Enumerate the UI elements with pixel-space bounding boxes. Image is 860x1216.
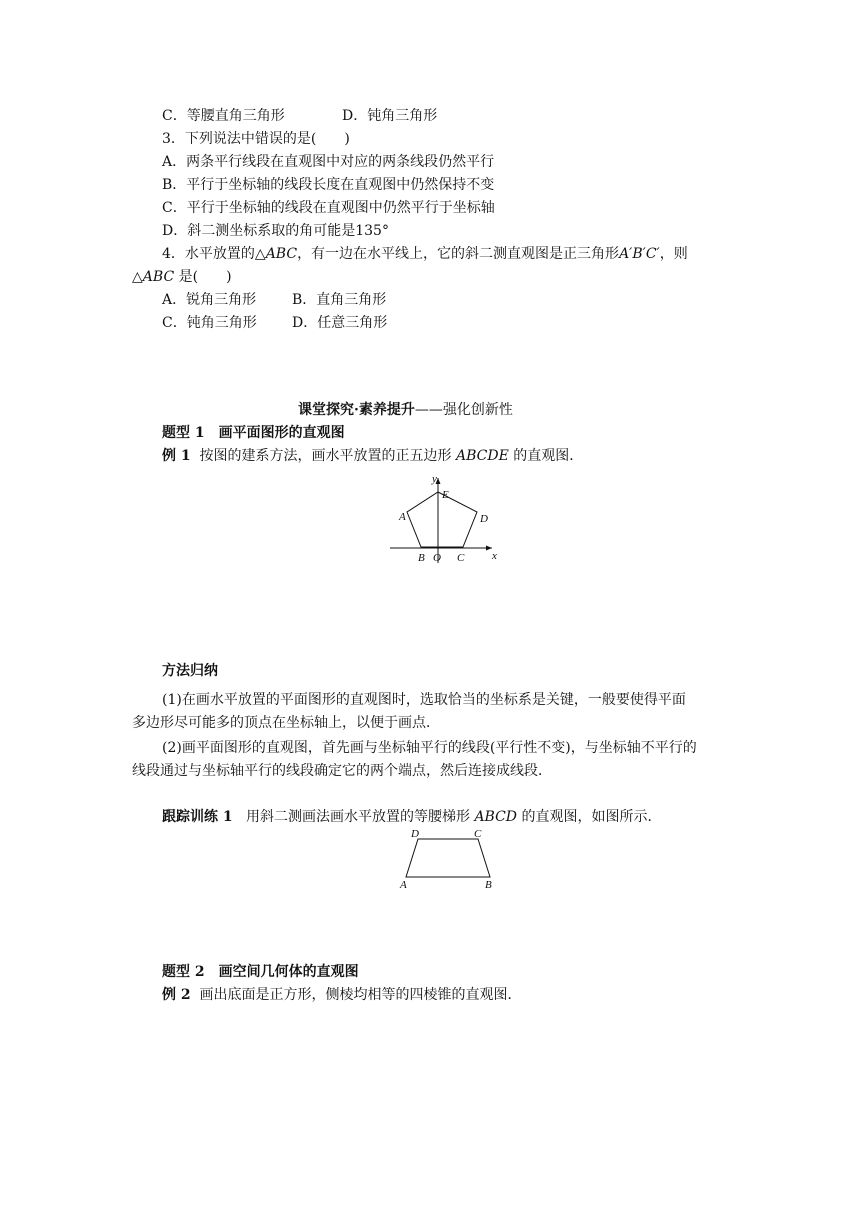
- example-1: 例 1 按图的建系方法，画水平放置的正五边形 ABCDE 的直观图．: [162, 448, 584, 464]
- method-p1-line2: 多边形尽可能多的顶点在坐标轴上，以便于画点．: [132, 715, 440, 731]
- label-x: x: [492, 550, 497, 562]
- label-b: B: [418, 552, 425, 564]
- label-o: O: [433, 552, 441, 564]
- q4-option-c: C．钝角三角形: [162, 315, 257, 331]
- q2-option-d: D．钝角三角形: [342, 108, 438, 124]
- label-e: E: [442, 489, 449, 501]
- label-y: y: [432, 473, 437, 485]
- label-c: C: [474, 828, 482, 840]
- method-title: 方法归纳: [162, 663, 218, 679]
- method-p2-line2: 线段通过与坐标轴平行的线段确定它的两个端点，然后连接成线段．: [132, 763, 552, 779]
- label-a: A: [400, 879, 407, 890]
- q4-option-b: B．直角三角形: [292, 292, 387, 308]
- q3-option-a: A．两条平行线段在直观图中对应的两条线段仍然平行: [162, 154, 495, 170]
- pentagon-figure: [380, 468, 510, 568]
- topic-1-heading: 题型 1 画平面图形的直观图: [162, 425, 345, 441]
- training-1: 跟踪训练 1 用斜二测画法画水平放置的等腰梯形 ABCD 的直观图，如图所示．: [162, 809, 662, 825]
- label-d: D: [480, 513, 488, 525]
- label-b: B: [485, 879, 492, 890]
- q4-stem: 4．水平放置的△ABC，有一边在水平线上，它的斜二测直观图是正三角形A′B′C′，则: [162, 246, 688, 262]
- q3-option-b: B．平行于坐标轴的线段长度在直观图中仍然保持不变: [162, 177, 495, 193]
- method-p2-line1: (2)画平面图形的直观图，首先画与坐标轴平行的线段(平行性不变)，与坐标轴不平行的: [162, 740, 697, 756]
- label-d: D: [411, 828, 419, 840]
- q3-option-c: C．平行于坐标轴的线段在直观图中仍然平行于坐标轴: [162, 200, 495, 216]
- q4-option-d: D．任意三角形: [292, 315, 388, 331]
- q3-option-d: D．斜二测坐标系取的角可能是135°: [162, 223, 389, 239]
- q4-option-a: A．锐角三角形: [162, 292, 257, 308]
- label-c: C: [457, 552, 465, 564]
- q4-stem-cont: △ABC 是( ): [132, 269, 232, 285]
- method-p1-line1: (1)在画水平放置的平面图形的直观图时，选取恰当的坐标系是关键，一般要使得平面: [162, 692, 686, 708]
- label-a: A: [399, 511, 406, 523]
- q2-option-c: C．等腰直角三角形: [162, 108, 285, 124]
- section-heading: 课堂探究·素养提升——强化创新性: [298, 402, 513, 418]
- topic-2-heading: 题型 2 画空间几何体的直观图: [162, 964, 359, 980]
- example-2: 例 2 画出底面是正方形，侧棱均相等的四棱锥的直观图．: [162, 987, 522, 1003]
- q3-stem: 3．下列说法中错误的是( ): [162, 131, 350, 147]
- trapezoid-figure: [396, 826, 506, 890]
